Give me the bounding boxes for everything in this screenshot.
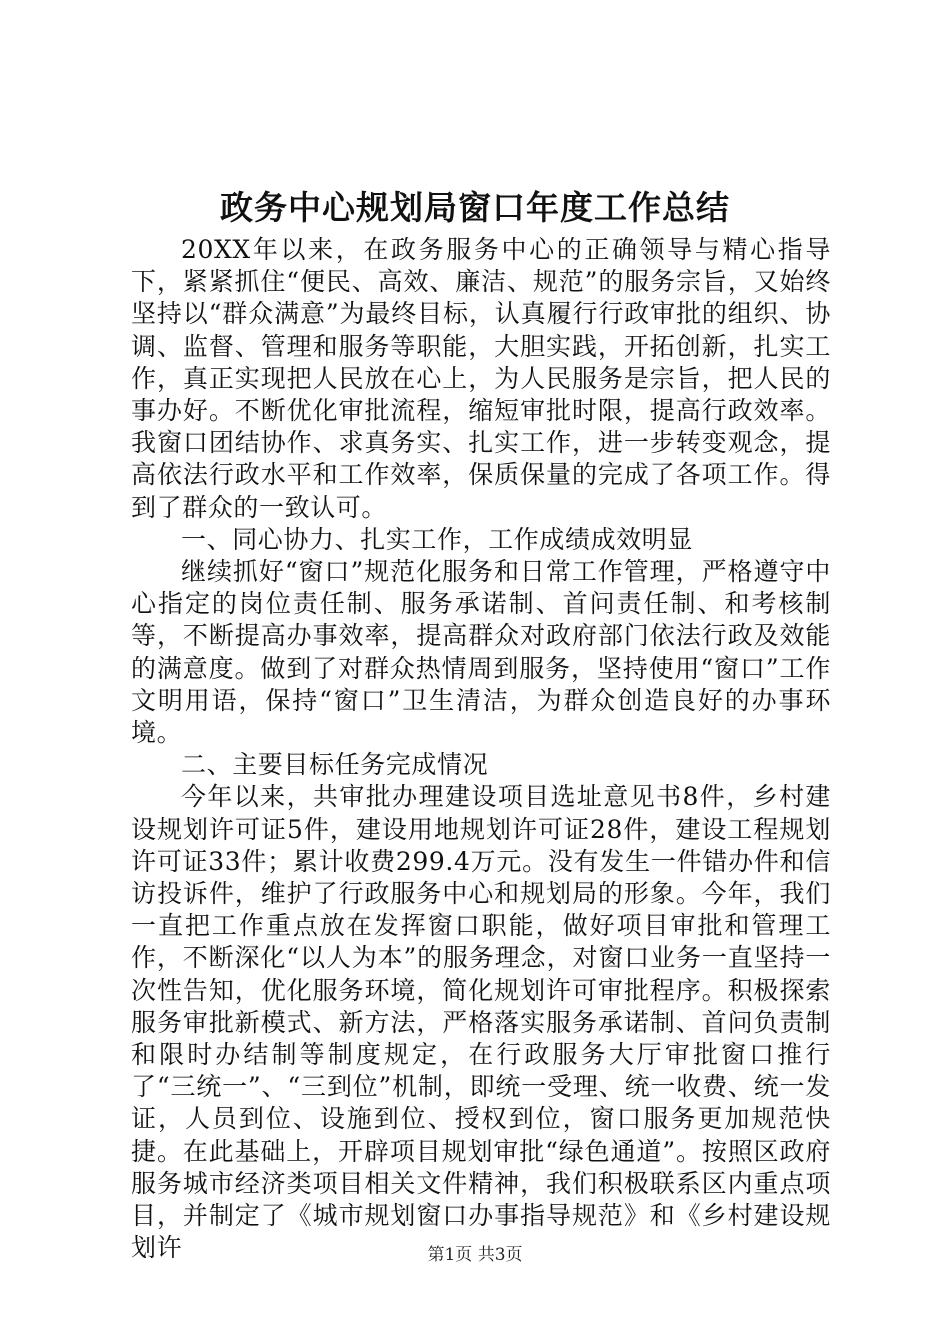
section-2-paragraph: 今年以来，共审批办理建设项目选址意见书8件，乡村建设规划许可证5件，建设用地规划许可证28件，建设工程规划许可证33件；累计收费299.4万元。没有发生一件错办件和信访投诉件，维护了行政服务中心和规划局的形象。今年，我们一直把工作重点放在发挥窗口职能，做好项目审批和管理工作，不断深化“以人为本”的服务理念，对窗口业务一直坚持一次性告知，优化服务环境，简化规划许可审批程序。积极探索服务审批新模式、新方法，严格落实服务承诺制、首问负责制和限时办结制等制度规定，在行政服务大厅审批窗口推行了“三统一”、“三到位”机制，即统一受理、统一收费、统一发证，人员到位、设施到位、授权到位，窗口服务更加规范快捷。在此基础上，开辟项目规划审批“绿色通道”。按照区政府服务城市经济类项目相关文件精神，我们积极联系区内重点项目，并制定了《城市规划窗口办事指导规范》和《乡村建设规划许	[131, 782, 831, 1263]
page-number-footer: 第1页 共3页	[427, 1245, 523, 1265]
section-heading-1: 一、同心协力、扎实工作，工作成绩成效明显	[181, 524, 694, 554]
document-title: 政务中心规划局窗口年度工作总结	[220, 188, 730, 227]
section-heading-2: 二、主要目标任务完成情况	[181, 750, 489, 780]
section-1-paragraph: 继续抓好“窗口”规范化服务和日常工作管理，严格遵守中心指定的岗位责任制、服务承诺制、首问责任制、和考核制等，不断提高办事效率，提高群众对政府部门依法行政及效能的满意度。做到了对群众热情周到服务，坚持使用“窗口”工作文明用语，保持“窗口”卫生清洁，为群众创造良好的办事环境。	[131, 557, 831, 748]
intro-paragraph: 20XX年以来，在政务服务中心的正确领导与精心指导下，紧紧抓住“便民、高效、廉洁、规范”的服务宗旨，又始终坚持以“群众满意”为最终目标，认真履行行政审批的组织、协调、监督、管理和服务等职能，大胆实践，开拓创新，扎实工作，真正实现把人民放在心上，为人民服务是宗旨，把人民的事办好。不断优化审批流程，缩短审批时限，提高行政效率。我窗口团结协作、求真务实、扎实工作，进一步转变观念，提高依法行政水平和工作效率，保质保量的完成了各项工作。得到了群众的一致认可。	[131, 235, 831, 522]
document-body	[131, 234, 831, 1265]
